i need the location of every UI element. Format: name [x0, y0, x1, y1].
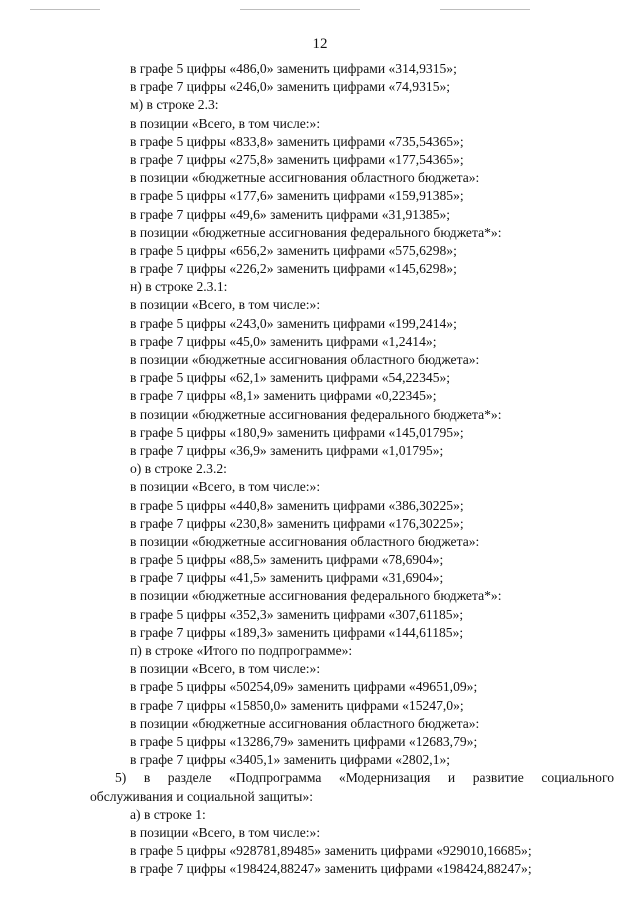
- text-line: в графе 5 цифры «177,6» заменить цифрами «159,91385»;: [130, 188, 464, 204]
- text-line: в графе 7 цифры «226,2» заменить цифрами «145,6298»;: [130, 261, 457, 277]
- text-line: в позиции «Всего, в том числе:»:: [130, 824, 321, 840]
- text-line: в графе 5 цифры «180,9» заменить цифрами «145,01795»;: [130, 424, 464, 440]
- text-line: в позиции «бюджетные ассигнования областного бюджета»:: [130, 715, 480, 731]
- text-line: в графе 7 цифры «36,9» заменить цифрами «1,01795»;: [130, 442, 444, 458]
- document-body: [90, 60, 614, 878]
- text-line: в графе 7 цифры «230,8» заменить цифрами «176,30225»;: [130, 515, 464, 531]
- subsection-heading: н) в строке 2.3.1:: [130, 279, 228, 295]
- text-line: в графе 7 цифры «198424,88247» заменить цифрами «198424,88247»;: [130, 861, 532, 877]
- scan-artifact: [240, 9, 360, 10]
- text-line: в позиции «бюджетные ассигнования областного бюджета»:: [130, 352, 480, 367]
- subsection-heading: а) в строке 1:: [130, 806, 206, 822]
- text-line: в графе 7 цифры «49,6» заменить цифрами «31,91385»;: [130, 206, 451, 222]
- subsection-heading: о) в строке 2.3.2:: [130, 461, 227, 477]
- text-line: в графе 5 цифры «440,8» заменить цифрами «386,30225»;: [130, 497, 464, 513]
- scan-artifact: [440, 9, 530, 10]
- text-line: в графе 5 цифры «833,8» заменить цифрами «735,54365»;: [130, 133, 464, 149]
- text-line: в графе 5 цифры «88,5» заменить цифрами «78,6904»;: [130, 552, 444, 568]
- text-line: в графе 7 цифры «275,8» заменить цифрами «177,54365»;: [130, 151, 464, 167]
- text-line: в графе 5 цифры «656,2» заменить цифрами «575,6298»;: [130, 242, 457, 258]
- text-line: в графе 5 цифры «62,1» заменить цифрами «54,22345»;: [130, 370, 451, 386]
- text-line: в графе 5 цифры «50254,09» заменить цифрами «49651,09»;: [130, 679, 478, 695]
- text-line: в позиции «бюджетные ассигнования федерального бюджета*»:: [130, 588, 502, 604]
- text-line: в позиции «Всего, в том числе:»:: [130, 115, 321, 131]
- subsection-heading: м) в строке 2.3:: [130, 97, 219, 113]
- text-line: в графе 5 цифры «486,0» заменить цифрами «314,9315»;: [130, 61, 457, 76]
- text-line: в позиции «Всего, в том числе:»:: [130, 661, 321, 677]
- text-line: в графе 7 цифры «45,0» заменить цифрами «1,2414»;: [130, 333, 437, 349]
- subsection-heading: п) в строке «Итого по подпрограмме»:: [130, 643, 353, 658]
- text-line: в графе 7 цифры «8,1» заменить цифрами «0,22345»;: [130, 388, 437, 404]
- text-line: в графе 7 цифры «246,0» заменить цифрами «74,9315»;: [130, 79, 451, 95]
- text-line: в графе 7 цифры «15850,0» заменить цифрами «15247,0»;: [130, 697, 464, 713]
- text-line: в графе 5 цифры «13286,79» заменить цифрами «12683,79»;: [130, 733, 478, 749]
- page-number: 12: [312, 36, 328, 52]
- text-line: в позиции «бюджетные ассигнования федерального бюджета*»:: [130, 224, 502, 240]
- text-line: в графе 7 цифры «41,5» заменить цифрами «31,6904»;: [130, 570, 444, 586]
- text-line: в позиции «бюджетные ассигнования областного бюджета»:: [130, 533, 480, 549]
- text-line: в графе 5 цифры «243,0» заменить цифрами «199,2414»;: [130, 315, 457, 331]
- text-line: в графе 5 цифры «928781,89485» заменить цифрами «929010,16685»;: [130, 843, 532, 859]
- text-line: в позиции «бюджетные ассигнования федерального бюджета*»:: [130, 406, 502, 422]
- text-line: в графе 7 цифры «189,3» заменить цифрами «144,61185»;: [130, 624, 464, 640]
- text-line: в позиции «Всего, в том числе:»:: [130, 297, 321, 313]
- scan-artifact: [30, 9, 100, 10]
- section-heading: 5) в разделе «Подпрограмма «Модернизация и развитие социального: [115, 770, 614, 786]
- text-line: в графе 5 цифры «352,3» заменить цифрами «307,61185»;: [130, 606, 464, 622]
- text-line: в позиции «Всего, в том числе:»:: [130, 479, 321, 495]
- text-line: в графе 7 цифры «3405,1» заменить цифрами «2802,1»;: [130, 752, 451, 768]
- section-heading-continuation: обслуживания и социальной защиты»:: [90, 788, 314, 804]
- text-line: в позиции «бюджетные ассигнования областного бюджета»:: [130, 170, 480, 186]
